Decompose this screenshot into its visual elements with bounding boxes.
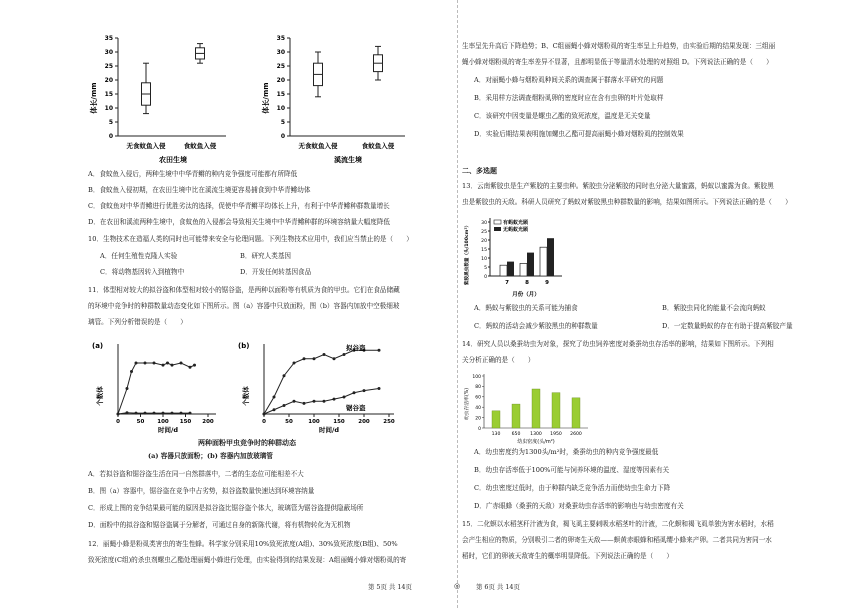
bar-with-ants bbox=[520, 263, 527, 276]
series-point-1 bbox=[303, 357, 306, 360]
bar-survival-rate bbox=[532, 389, 540, 428]
bar-chart-q14-ylabel: 幼虫存活率(%) bbox=[465, 387, 470, 421]
bar-survival-rate bbox=[572, 398, 580, 428]
bar-chart-q13-bars bbox=[500, 238, 554, 286]
figure-a-ylabel: 个数体 bbox=[96, 386, 104, 406]
y-tick-label: 15 bbox=[104, 91, 113, 99]
legend-swatch-without-ants bbox=[494, 227, 501, 231]
y-tick-label: 10 bbox=[104, 105, 113, 113]
figure-a-series bbox=[117, 362, 197, 416]
series-point-1 bbox=[273, 396, 276, 399]
figure-b-label-jugudao: 锯谷盗 bbox=[346, 404, 366, 412]
q13-stem-line1: 13．云南紫胶虫是生产紫胶的主要虫种。紫胶虫分泌紫胶的同时也分泌大量蜜露，蚂蚁以蜜露为食。紫胶黑 bbox=[462, 182, 774, 190]
footer-binding-mark: ◎ bbox=[454, 582, 461, 590]
series-point-1 bbox=[171, 364, 174, 367]
q11-stem-line3: 璃管。下列分析错误的是（ ） bbox=[88, 318, 187, 326]
series-point-2 bbox=[162, 412, 165, 415]
series-point-2 bbox=[144, 412, 147, 415]
y-tick-label: 30 bbox=[481, 220, 487, 226]
y-tick-label: 60 bbox=[475, 395, 481, 401]
y-tick-label: 20 bbox=[475, 416, 481, 422]
q12-continued-line2: 蝇小蜂对烟粉虱的寄生率差异不显著，且都明显低于等量清水处理的对照组 D。下列说法正确的是（ ） bbox=[462, 58, 773, 66]
q13-option-c: C．蚂蚁的活动会减少紫胶黑虫的种群数量 bbox=[474, 322, 598, 330]
bar-chart-q14-y-ticks bbox=[472, 374, 484, 432]
bar-chart-q13 bbox=[462, 214, 572, 302]
q10-option-c: C．将动物基因转入到植物中 bbox=[100, 268, 185, 276]
series-point-2 bbox=[303, 402, 306, 405]
y-tick-label: 100 bbox=[472, 374, 481, 380]
series-point-1 bbox=[343, 353, 346, 356]
q11-option-b: B．图（a）容器中，锯谷盗在竞争中占劣势，拟谷盗数量快速达到环境容纳量 bbox=[88, 487, 315, 495]
y-tick-label: 25 bbox=[276, 63, 285, 71]
series-point-2 bbox=[171, 412, 174, 415]
figure-b-x-ticks bbox=[262, 414, 395, 425]
q15-stem-line3: 稻时，它们的卵被天敌寄生的概率明显降低。下列说法正确的是（ ） bbox=[462, 552, 673, 560]
x-tick-label: 200 bbox=[202, 419, 214, 425]
boxplot-farmland-title: 农田生境 bbox=[159, 156, 187, 164]
q10-option-d: D．开发任何转基因食品 bbox=[240, 268, 312, 276]
series-point-2 bbox=[333, 398, 336, 401]
q13-stem-line2: 虫是紫胶虫的天敌。科研人员研究了蚂蚁对紫胶黑虫种群数量的影响，结果如图所示。下列说法正确的是（ ） bbox=[462, 198, 792, 206]
figure-b-ylabel: 个数体 bbox=[242, 386, 250, 406]
y-tick-label: 80 bbox=[475, 385, 481, 391]
q13-option-a: A．蚂蚁与紫胶虫的关系可能为捕食 bbox=[474, 304, 578, 312]
q10-option-a: A．任何生殖性克隆人实验 bbox=[100, 252, 178, 260]
boxplot-stream-ylabel: 体长/mm bbox=[262, 82, 270, 114]
figure-a-panel-label: (a) bbox=[92, 342, 104, 350]
y-tick-label: 25 bbox=[481, 229, 487, 235]
y-tick-label: 10 bbox=[481, 256, 487, 262]
figure-b-label-nigudao: 拟谷盗 bbox=[346, 344, 366, 352]
series-point-1 bbox=[144, 362, 147, 365]
y-tick-label: 5 bbox=[108, 119, 113, 127]
series-point-2 bbox=[180, 412, 183, 415]
series-point-1 bbox=[166, 362, 169, 365]
q12-stem-line1: 12．丽蝇小蜂是粉虱类害虫的寄生性蜂。科学家分别采用10%致死浓度(A组)、30%致死浓度(B组)、50% bbox=[88, 540, 398, 548]
q9-option-c: C．食蚊鱼对中华青鳉进行优胜劣汰的选择，促使中华青鳉平均体长上升，有利于中华青鳉种群数量增长 bbox=[88, 202, 390, 210]
y-tick-label: 0 bbox=[280, 133, 285, 141]
q11-option-a: A．若拟谷盗和锯谷盗生活在同一自然群落中，二者的生态位可能相差不大 bbox=[88, 470, 304, 478]
y-tick-label: 35 bbox=[104, 35, 113, 43]
series-point-1 bbox=[180, 362, 183, 365]
y-tick-label: 20 bbox=[481, 238, 487, 244]
series-point-1 bbox=[130, 370, 133, 373]
y-tick-label: 0 bbox=[478, 426, 481, 432]
figure-caption-title: 两种面粉甲虫竞争时的种群动态 bbox=[198, 438, 296, 447]
x-tick-label: 250 bbox=[383, 419, 395, 425]
x-tick-label: 7 bbox=[505, 280, 509, 286]
bar-chart-q13-xlabel: 月份（月） bbox=[512, 292, 540, 298]
footer-page-right: 第 6页 共 14页 bbox=[476, 583, 520, 591]
series-point-1 bbox=[193, 364, 196, 367]
y-tick-label: 20 bbox=[104, 77, 113, 85]
figure-a-x-ticks bbox=[116, 414, 214, 425]
series-point-1 bbox=[293, 362, 296, 365]
boxplot-stream-cat1: 无食蚊鱼入侵 bbox=[298, 142, 338, 150]
y-tick-label: 15 bbox=[481, 247, 487, 253]
y-tick-label: 30 bbox=[104, 49, 113, 57]
y-tick-label: 10 bbox=[276, 105, 285, 113]
q15-stem-line2: 会产生相应的物质，分别吸引二者的卵寄生天敌——螟黄赤眼蜂和稻虱缨小蜂来产卵。二者共同为害同一水 bbox=[462, 536, 772, 544]
y-tick-label: 35 bbox=[276, 35, 285, 43]
q12-option-b: B．采用样方法调查烟粉虱卵的密度时应在含有虫卵的叶片处取样 bbox=[474, 94, 664, 102]
q12-continued-line1: 生率呈先升高后下降趋势；B、C组丽蝇小蜂对烟粉虱的寄生率呈上升趋势，由实验后期的结果发现：三组丽 bbox=[462, 42, 776, 50]
figure-a bbox=[88, 336, 228, 436]
bar-survival-rate bbox=[492, 411, 500, 428]
x-tick-label: 50 bbox=[136, 419, 145, 425]
series-point-2 bbox=[378, 387, 381, 390]
x-tick-label: 0 bbox=[116, 419, 120, 425]
series-point-1 bbox=[135, 362, 138, 365]
q12-option-a: A．对丽蝇小蜂与烟粉虱种间关系的调查属于群落水平研究的问题 bbox=[474, 76, 664, 84]
series-point-2 bbox=[293, 400, 296, 403]
x-tick-label: 200 bbox=[358, 419, 370, 425]
legend-with-ants: 有蚂蚁光顾 bbox=[503, 220, 529, 226]
y-tick-label: 0 bbox=[108, 133, 113, 141]
bar-chart-q14-bars bbox=[492, 389, 582, 437]
x-tick-label: 8 bbox=[525, 280, 529, 286]
legend-without-ants: 无蚂蚁光顾 bbox=[503, 227, 529, 233]
series-point-1 bbox=[378, 349, 381, 352]
series-point-2 bbox=[117, 413, 120, 416]
series-point-2 bbox=[363, 389, 366, 392]
x-tick-label: 50 bbox=[285, 419, 293, 425]
q11-stem-line1: 11．体型相对较大的拟谷盗和体型相对较小的锯谷盗，是两种以面粉等有机质为食的甲虫。它们在食品储藏 bbox=[88, 286, 400, 294]
series-point-1 bbox=[323, 353, 326, 356]
series-point-2 bbox=[135, 412, 138, 415]
bar-with-ants bbox=[540, 247, 547, 276]
q9-option-b: B．食蚊鱼入侵初期，在农田生境中比在溪流生境更容易捕食到中华青鳉幼体 bbox=[88, 186, 311, 194]
figure-a-xlabel: 时间/d bbox=[157, 426, 179, 434]
boxplot-farmland-ylabel: 体长/mm bbox=[90, 82, 98, 114]
figure-b-panel-label: (b) bbox=[238, 342, 250, 350]
x-tick-label: 650 bbox=[511, 432, 521, 437]
footer-page-left: 第 5页 共 14页 bbox=[368, 583, 412, 591]
boxplot-stream-y-ticks bbox=[277, 35, 290, 140]
y-tick-label: 20 bbox=[276, 77, 285, 85]
q14-option-c: C．幼虫密度过低时，由于种群内缺乏竞争活力而使幼虫生命力下降 bbox=[474, 484, 671, 492]
bar-chart-q13-ylabel: 紫胶黑虫数量（头/100cm²） bbox=[465, 222, 470, 286]
series-line-1 bbox=[118, 363, 195, 414]
x-tick-label: 100 bbox=[157, 419, 169, 425]
legend-swatch-with-ants bbox=[494, 220, 501, 224]
q14-option-d: D．广赤眼蜂（桑蚕的天敌）对桑蚕幼虫存活率的影响也与幼虫密度有关 bbox=[474, 502, 684, 510]
q14-option-a: A．幼虫密度约为1300头/m²时，桑蚕幼虫的种内竞争强度最低 bbox=[474, 448, 659, 456]
section-multiple-choice: 二、多选题 bbox=[462, 166, 497, 175]
x-tick-label: 2600 bbox=[570, 432, 582, 437]
q12-option-c: C．该研究中因变量是螺虫乙酯的致死浓度，温度是无关变量 bbox=[474, 112, 651, 120]
y-tick-label: 25 bbox=[104, 63, 113, 71]
bar-survival-rate bbox=[512, 404, 520, 428]
q12-option-d: D．实验后期结果表明施加螺虫乙酯可提高丽蝇小蜂对烟粉虱的控制效果 bbox=[474, 130, 684, 138]
q13-option-b: B．紫胶虫同化的能量不会流向蚂蚁 bbox=[662, 304, 766, 312]
boxplot-farmland-boxes bbox=[142, 44, 205, 114]
series-point-2 bbox=[273, 408, 276, 411]
bar-chart-q14-xlabel: 幼虫密度(头/m²) bbox=[517, 439, 555, 445]
bar-without-ants bbox=[527, 253, 534, 276]
figure-b bbox=[234, 336, 404, 436]
series-point-1 bbox=[333, 357, 336, 360]
bar-without-ants bbox=[507, 262, 514, 276]
x-tick-label: 130 bbox=[491, 432, 501, 437]
q12-stem-line2: 致死浓度(C组)的杀虫剂螺虫乙酯处理丽蝇小蜂进行处理，由实验得到的结果发现：A组丽蝇小蜂对烟粉虱的寄 bbox=[88, 556, 407, 564]
q10-option-b: B．研究人类基因 bbox=[240, 252, 292, 260]
x-tick-label: 9 bbox=[545, 280, 549, 286]
boxplot-farmland bbox=[88, 28, 228, 170]
series-point-2 bbox=[343, 396, 346, 399]
q14-stem-line2: 关分析正确的是（ ） bbox=[462, 356, 535, 364]
page-divider bbox=[457, 0, 458, 608]
q14-stem-line1: 14．研究人员以桑蚕幼虫为对象，探究了幼虫饲养密度对桑蚕幼虫存活率的影响，结果如下图所示。下列相 bbox=[462, 340, 774, 348]
series-point-1 bbox=[313, 357, 316, 360]
series-point-1 bbox=[283, 374, 286, 377]
boxplot-stream bbox=[260, 28, 410, 170]
q10-stem: 10．生物技术在造福人类的同时也可能带来安全与伦理问题。下列生物技术应用中，我们应当禁止的是（ ） bbox=[88, 235, 413, 243]
q14-option-b: B．幼虫存活率低于100%可能与饲养环境的温度、湿度等因素有关 bbox=[474, 466, 670, 474]
q15-stem-line1: 15．二化螟以水稻茎秆汁液为食，褐飞虱主要刺吸水稻茎叶的汁液，二化螟和褐飞虱单独为害水稻时，水稻 bbox=[462, 520, 774, 528]
bar-chart-q14 bbox=[462, 370, 592, 446]
q11-option-c: C．形成上图的竞争结果最可能的原因是拟谷盗比锯谷盗个体大，玻璃管为锯谷盗提供隐蔽场所 bbox=[88, 504, 364, 512]
series-point-2 bbox=[283, 404, 286, 407]
x-tick-label: 150 bbox=[179, 419, 192, 425]
x-tick-label: 1300 bbox=[530, 432, 542, 437]
q9-option-a: A．食蚊鱼入侵后，两种生境中中华青鳉的种内竞争强度可能都有所降低 bbox=[88, 170, 298, 178]
bar-with-ants bbox=[500, 265, 507, 276]
series-point-2 bbox=[323, 400, 326, 403]
q13-option-d: D．一定数量蚂蚁的存在有助于提高紫胶产量 bbox=[662, 322, 793, 330]
x-tick-label: 0 bbox=[262, 419, 266, 425]
boxplot-farmland-y-ticks bbox=[105, 35, 118, 140]
x-tick-label: 150 bbox=[333, 419, 345, 425]
series-point-2 bbox=[353, 391, 356, 394]
figure-b-xlabel: 时间/d bbox=[318, 426, 340, 434]
boxplot-farmland-cat1: 无食蚊鱼入侵 bbox=[126, 142, 166, 150]
y-tick-label: 15 bbox=[276, 91, 285, 99]
x-tick-label: 1950 bbox=[550, 432, 562, 437]
bar-without-ants bbox=[547, 238, 554, 276]
y-tick-label: 5 bbox=[484, 265, 487, 271]
series-point-2 bbox=[313, 400, 316, 403]
series-point-2 bbox=[189, 412, 192, 415]
series-point-1 bbox=[126, 387, 129, 390]
y-tick-label: 40 bbox=[475, 406, 481, 411]
y-tick-label: 5 bbox=[280, 119, 285, 127]
boxplot-farmland-cat2: 食蚊鱼入侵 bbox=[183, 142, 217, 150]
bar-chart-q13-y-ticks bbox=[481, 220, 490, 280]
q11-option-d: D．面粉中的拟谷盗和锯谷盗属于分解者，可通过自身的新陈代谢，将有机物转化为无机物 bbox=[88, 521, 351, 529]
bar-survival-rate bbox=[552, 393, 560, 428]
series-point-1 bbox=[189, 366, 192, 369]
boxplot-stream-cat2: 食蚊鱼入侵 bbox=[361, 142, 395, 150]
series-point-2 bbox=[126, 411, 129, 414]
x-tick-label: 100 bbox=[308, 419, 320, 425]
y-tick-label: 0 bbox=[484, 274, 487, 280]
figure-caption-subtitle: (a) 容器只放面粉；(b) 容器内加放玻璃管 bbox=[148, 452, 273, 460]
q11-stem-line2: 的环境中竞争时的种群数量动态变化如下图所示。图（a）容器中只放面粉，图（b）容器内加放中空极细玻 bbox=[88, 302, 400, 310]
series-point-2 bbox=[153, 412, 156, 415]
boxplot-stream-title: 溪流生境 bbox=[334, 156, 362, 164]
q9-option-d: D．在农田和溪流两种生境中，食蚊鱼的入侵都会导致相关生境中中华青鳉种群的环境容纳量大幅度降低 bbox=[88, 218, 391, 226]
series-point-1 bbox=[162, 364, 165, 367]
boxplot-stream-boxes bbox=[314, 46, 383, 96]
y-tick-label: 30 bbox=[276, 49, 285, 57]
series-point-1 bbox=[153, 362, 156, 365]
series-point-2 bbox=[263, 413, 266, 416]
